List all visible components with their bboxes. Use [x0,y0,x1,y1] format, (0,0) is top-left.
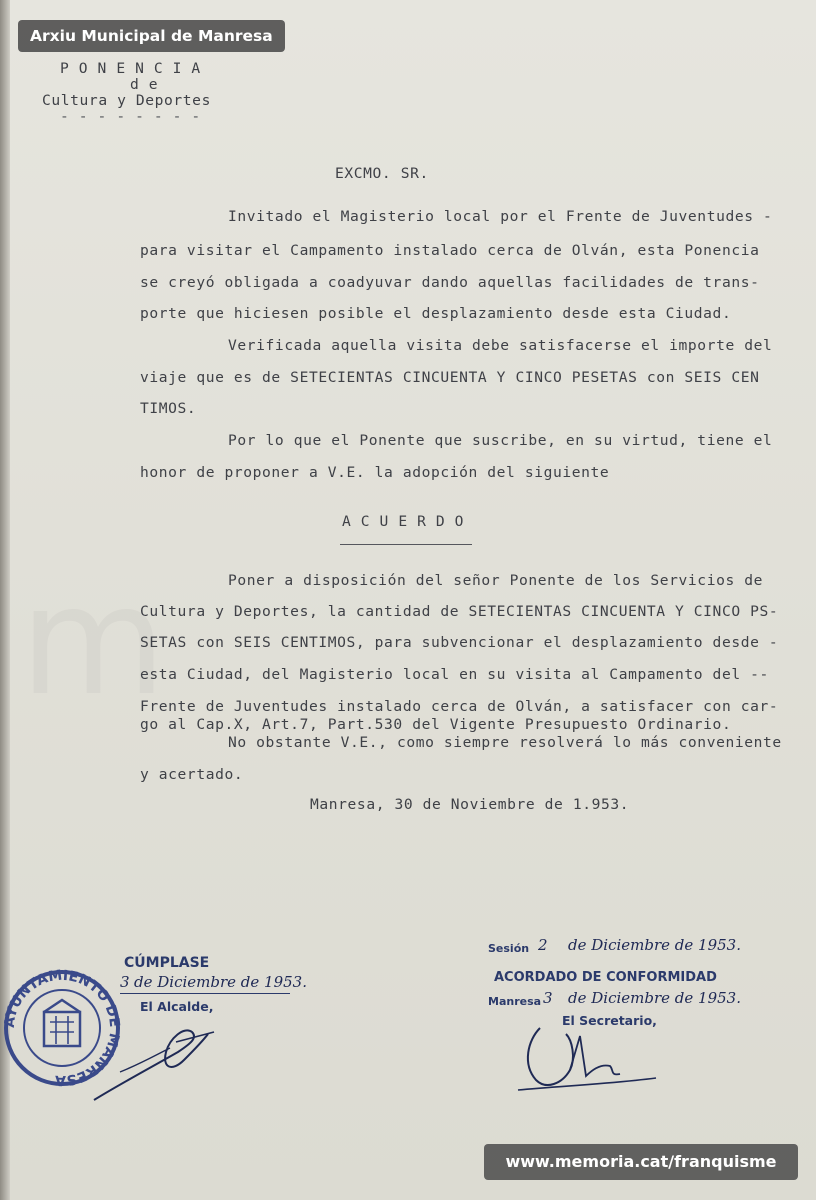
body-line: Verificada aquella visita debe satisfacerse el importe del [228,337,773,354]
body-line: se creyó obligada a coadyuvar dando aquellas facilidades de trans- [140,274,760,291]
header-line-culture: Cultura y Deportes [42,92,211,109]
place-date: de Diciembre de 1953. [568,989,741,1007]
place-label: Manresa [488,995,542,1008]
secretary-signature-icon [510,1020,670,1100]
agreement-line: Cultura y Deportes, la cantidad de SETECIENTAS CINCUENTA Y CINCO PS- [140,603,779,620]
body-line: para visitar el Campamento instalado cerca de Olván, esta Ponencia [140,242,760,259]
place-day: 3 [543,989,553,1007]
archive-label: Arxiu Municipal de Manresa [18,20,285,52]
watermark: m [20,555,171,729]
agreement-line: No obstante V.E., como siempre resolverá lo más conveniente [228,734,782,751]
agreement-line: y acertado. [140,766,244,783]
cumplase-title: CÚMPLASE [124,955,210,971]
cumplase-day: 3 [120,973,130,991]
mayor-role: El Alcalde, [140,999,214,1014]
body-line: Por lo que el Ponente que suscribe, en su virtud, tiene el [228,432,773,449]
agreement-heading: A C U E R D O [342,513,465,530]
header-line-ponencia: P O N E N C I A [60,60,201,77]
agreement-line: Frente de Juventudes instalado cerca de Olván, a satisfacer con car- [140,698,779,715]
session-day: 2 [538,936,548,954]
session-label: Sesión [488,942,530,955]
agreement-line: go al Cap.X, Art.7, Part.530 del Vigente Presupuesto Ordinario. [140,716,732,733]
agreed-label: ACORDADO DE CONFORMIDAD [494,970,717,985]
website-label: www.memoria.cat/franquisme [484,1144,798,1180]
cumplase-date: de Diciembre de 1953. [134,973,307,991]
body-line: Invitado el Magisterio local por el Frente de Juventudes - [228,208,773,225]
header-dashes: - - - - - - - - [60,108,201,125]
date-line: Manresa, 30 de Noviembre de 1.953. [310,796,630,813]
salutation: EXCMO. SR. [335,165,429,182]
session-date: de Diciembre de 1953. [568,936,741,954]
heading-underline [340,544,472,545]
agreement-line: esta Ciudad, del Magisterio local en su visita al Campamento del -- [140,666,769,683]
header-line-de: d e [130,76,159,93]
agreement-line: Poner a disposición del señor Ponente de los Servicios de [228,572,764,589]
mayor-signature-icon [80,1012,220,1112]
seal-text: AYUNTAMIENTO DE MANRESA [1,967,122,1089]
body-line: TIMOS. [140,400,197,417]
cumplase-rule [120,993,290,994]
body-line: porte que hiciesen posible el desplazamiento desde esta Ciudad. [140,305,732,322]
secretary-role: El Secretario, [562,1013,657,1028]
agreement-line: SETAS con SEIS CENTIMOS, para subvencionar el desplazamiento desde - [140,634,779,651]
body-line: viaje que es de SETECIENTAS CINCUENTA Y CINCO PESETAS con SEIS CEN [140,369,760,386]
body-line: honor de proponer a V.E. la adopción del siguiente [140,464,610,481]
